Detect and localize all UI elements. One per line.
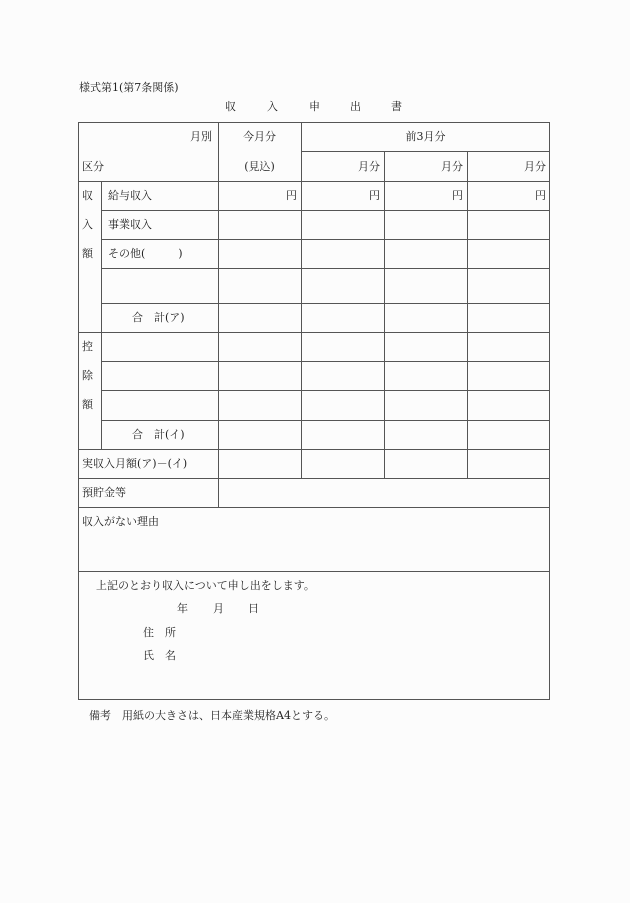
header-estimated: (見込) bbox=[244, 160, 275, 173]
divider bbox=[101, 420, 550, 421]
title-char: 申 bbox=[309, 100, 320, 113]
divider bbox=[101, 361, 550, 362]
divider bbox=[101, 268, 550, 269]
header-month: 月分 bbox=[524, 160, 546, 173]
divider bbox=[78, 478, 550, 479]
date-day: 日 bbox=[248, 602, 259, 615]
income-row-other: その他( ) bbox=[108, 247, 183, 260]
divider bbox=[101, 210, 550, 211]
header-month: 月分 bbox=[441, 160, 463, 173]
income-label-char: 額 bbox=[82, 247, 93, 260]
divider bbox=[78, 181, 550, 182]
date-year: 年 bbox=[177, 602, 188, 615]
deduction-total: 合 計(イ) bbox=[132, 428, 185, 441]
savings-label: 預貯金等 bbox=[82, 486, 126, 499]
no-income-reason-label: 収入がない理由 bbox=[82, 515, 159, 528]
income-total: 合 計(ア) bbox=[132, 311, 185, 324]
income-row-salary: 給与収入 bbox=[108, 189, 152, 202]
divider bbox=[101, 181, 102, 449]
divider bbox=[78, 332, 550, 333]
yen-unit: 円 bbox=[535, 189, 546, 202]
header-prev-3-months: 前3月分 bbox=[405, 130, 446, 143]
header-month: 月分 bbox=[358, 160, 380, 173]
income-label-char: 収 bbox=[82, 189, 93, 202]
address-label-char: 住 bbox=[143, 626, 154, 639]
divider bbox=[101, 390, 550, 391]
yen-unit: 円 bbox=[452, 189, 463, 202]
declaration-statement: 上記のとおり収入について申し出をします。 bbox=[96, 579, 315, 592]
yen-unit: 円 bbox=[286, 189, 297, 202]
divider bbox=[78, 507, 550, 508]
date-month: 月 bbox=[213, 602, 224, 615]
net-income-label: 実収入月額(ア)－(イ) bbox=[82, 457, 188, 470]
header-category: 区分 bbox=[82, 160, 104, 173]
name-label-char: 名 bbox=[165, 649, 176, 662]
yen-unit: 円 bbox=[369, 189, 380, 202]
deduction-label-char: 除 bbox=[82, 369, 93, 382]
title-char: 入 bbox=[267, 100, 278, 113]
header-monthly: 月別 bbox=[190, 130, 212, 143]
table-border bbox=[78, 122, 550, 700]
deduction-label-char: 控 bbox=[82, 340, 93, 353]
income-row-business: 事業収入 bbox=[108, 218, 152, 231]
address-label-char: 所 bbox=[165, 626, 176, 639]
income-label-char: 入 bbox=[82, 218, 93, 231]
divider bbox=[301, 151, 550, 152]
divider bbox=[101, 239, 550, 240]
divider bbox=[78, 449, 550, 450]
deduction-label-char: 額 bbox=[82, 398, 93, 411]
header-this-month: 今月分 bbox=[243, 130, 276, 143]
form-number: 様式第1(第7条関係) bbox=[79, 81, 179, 94]
divider bbox=[301, 122, 302, 478]
title-char: 書 bbox=[391, 100, 402, 113]
footnote: 備考 用紙の大きさは、日本産業規格A4とする。 bbox=[89, 709, 335, 722]
title-char: 収 bbox=[225, 100, 236, 113]
divider bbox=[218, 122, 219, 507]
title-char: 出 bbox=[350, 100, 361, 113]
name-label-char: 氏 bbox=[143, 649, 154, 662]
divider bbox=[101, 303, 550, 304]
divider bbox=[78, 571, 550, 572]
